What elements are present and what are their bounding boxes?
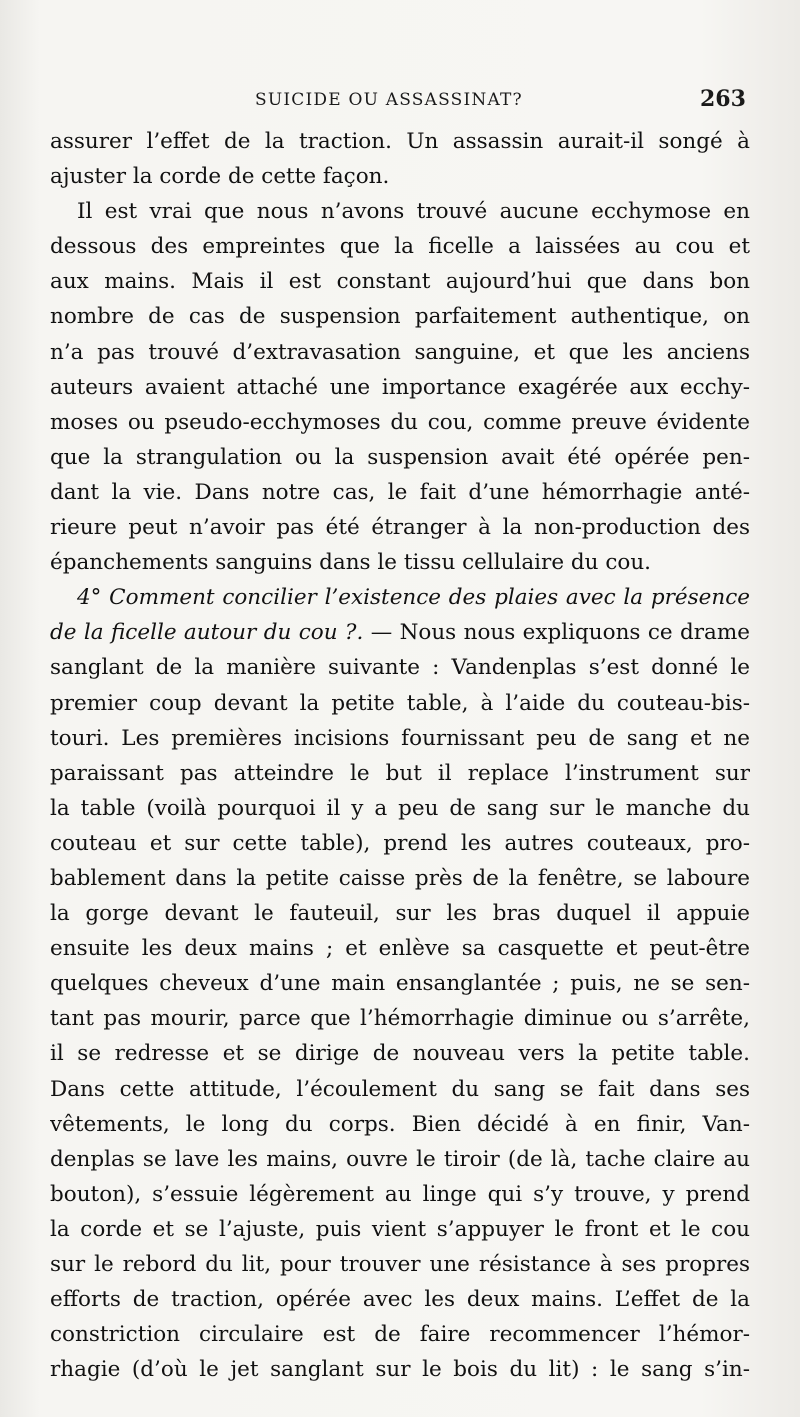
text-line: paraissant pas atteindre le but il replace l’instrument sur bbox=[50, 760, 750, 786]
text-line: la corde et se l’ajuste, puis vient s’appuyer le front et le cou bbox=[50, 1216, 750, 1242]
text-line: Dans cette attitude, l’écoulement du sang se fait dans ses bbox=[50, 1076, 750, 1102]
page-number: 263 bbox=[700, 86, 746, 112]
text-line: que la strangulation ou la suspension avait été opérée pen- bbox=[50, 444, 750, 470]
text-line: la table (voilà pourquoi il y a peu de sang sur le manche du bbox=[50, 795, 750, 821]
text-line: épanchements sanguins dans le tissu cellulaire du cou. bbox=[50, 550, 652, 576]
text-line: dessous des empreintes que la ficelle a laissées au cou et bbox=[50, 234, 750, 260]
text-line: rhagie (d’où le jet sanglant sur le bois du lit) : le sang s’in- bbox=[50, 1357, 750, 1383]
text-line: bouton), s’essuie légèrement au linge qui s’y trouve, y prend bbox=[50, 1181, 750, 1207]
text-line: quelques cheveux d’une main ensanglantée ; puis, ne se sen- bbox=[50, 971, 750, 997]
text-line: tant pas mourir, parce que l’hémorrhagie diminue ou s’arrête, bbox=[50, 1006, 750, 1032]
text-line: nombre de cas de suspension parfaitement authentique, on bbox=[50, 304, 750, 330]
line-text: — Nous nous expliquons ce drame bbox=[363, 620, 750, 646]
text-line: constriction circulaire est de faire recommencer l’hémor- bbox=[50, 1322, 750, 1348]
text-line: bablement dans la petite caisse près de la fenêtre, se laboure bbox=[50, 865, 750, 891]
running-title: SUICIDE OU ASSASSINAT? bbox=[255, 90, 523, 110]
text-line: denplas se lave les mains, ouvre le tiroir (de là, tache claire au bbox=[50, 1146, 750, 1172]
text-line: premier coup devant la petite table, à l’aide du couteau-bis- bbox=[50, 690, 750, 716]
text-line: ajuster la corde de cette façon. bbox=[50, 164, 390, 190]
text-line: sanglant de la manière suivante : Vandenplas s’est donné le bbox=[50, 655, 750, 681]
text-line: sur le rebord du lit, pour trouver une résistance à ses propres bbox=[50, 1252, 750, 1277]
text-line: efforts de traction, opérée avec les deux mains. L’effet de la bbox=[50, 1287, 750, 1313]
text-line: 4° Comment concilier l’existence des plaies avec la présence bbox=[77, 585, 750, 611]
text-line: n’a pas trouvé d’extravasation sanguine, et que les anciens bbox=[50, 339, 750, 365]
text-line: couteau et sur cette table), prend les autres couteaux, pro- bbox=[50, 830, 750, 856]
text-line bbox=[50, 615, 750, 650]
text-line: moses ou pseudo-ecchymoses du cou, comme preuve évidente bbox=[50, 409, 750, 435]
body-text bbox=[50, 124, 750, 1387]
text-line: rieure peut n’avoir pas été étranger à la non-production des bbox=[50, 515, 750, 541]
text-line: assurer l’effet de la traction. Un assassin aurait-il songé à bbox=[50, 129, 750, 154]
text-line: la gorge devant le fauteuil, sur les bras duquel il appuie bbox=[50, 901, 750, 927]
text-line: il se redresse et se dirige de nouveau vers la petite table. bbox=[50, 1041, 750, 1067]
text-line: ensuite les deux mains ; et enlève sa casquette et peut-être bbox=[50, 936, 750, 962]
text-line: dant la vie. Dans notre cas, le fait d’une hémorrhagie anté- bbox=[50, 479, 750, 505]
italic-heading-part: de la ficelle autour du cou ?. bbox=[50, 620, 364, 646]
text-line: aux mains. Mais il est constant aujourd’hui que dans bon bbox=[50, 269, 750, 295]
text-line: auteurs avaient attaché une importance exagérée aux ecchy- bbox=[50, 374, 750, 400]
text-line: touri. Les premières incisions fournissant peu de sang et ne bbox=[50, 725, 750, 751]
page-header bbox=[0, 86, 800, 120]
text-line: vêtements, le long du corps. Bien décidé à en finir, Van- bbox=[50, 1111, 750, 1137]
text-line: Il est vrai que nous n’avons trouvé aucune ecchymose en bbox=[77, 199, 750, 225]
